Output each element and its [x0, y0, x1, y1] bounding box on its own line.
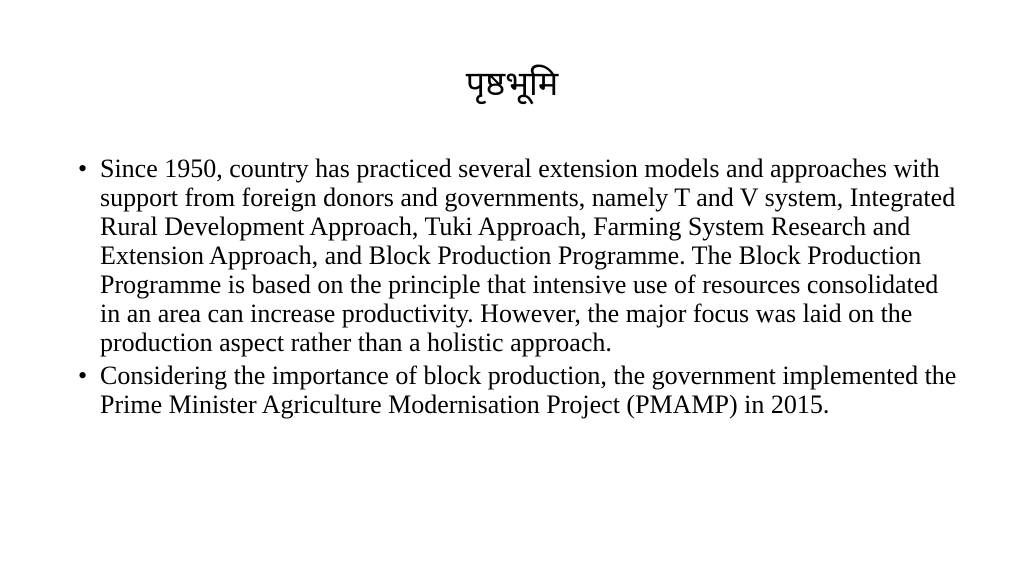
- bullet-item: [78, 154, 958, 357]
- bullet-text: Since 1950, country has practiced several extension models and approaches with support from foreign donors and governments, namely T and V system, Integrated Rural Development Approach, Tuki Approach, Farming System Research and Extension Approach, and Block Production Programme. The Block Production Programme is based on the principle that intensive use of resources consolidated in an area can increase productivity. However, the major focus was laid on the production aspect rather than a holistic approach.: [100, 154, 956, 357]
- bullet-icon: •: [78, 154, 88, 183]
- bullet-item: [78, 361, 958, 419]
- bullet-text: Considering the importance of block production, the government implemented the Prime Minister Agriculture Modernisation Project (PMAMP) in 2015.: [100, 361, 957, 419]
- slide-title: पृष्ठभूमि: [465, 64, 559, 104]
- bullet-list: [78, 154, 958, 423]
- bullet-icon: •: [78, 361, 88, 390]
